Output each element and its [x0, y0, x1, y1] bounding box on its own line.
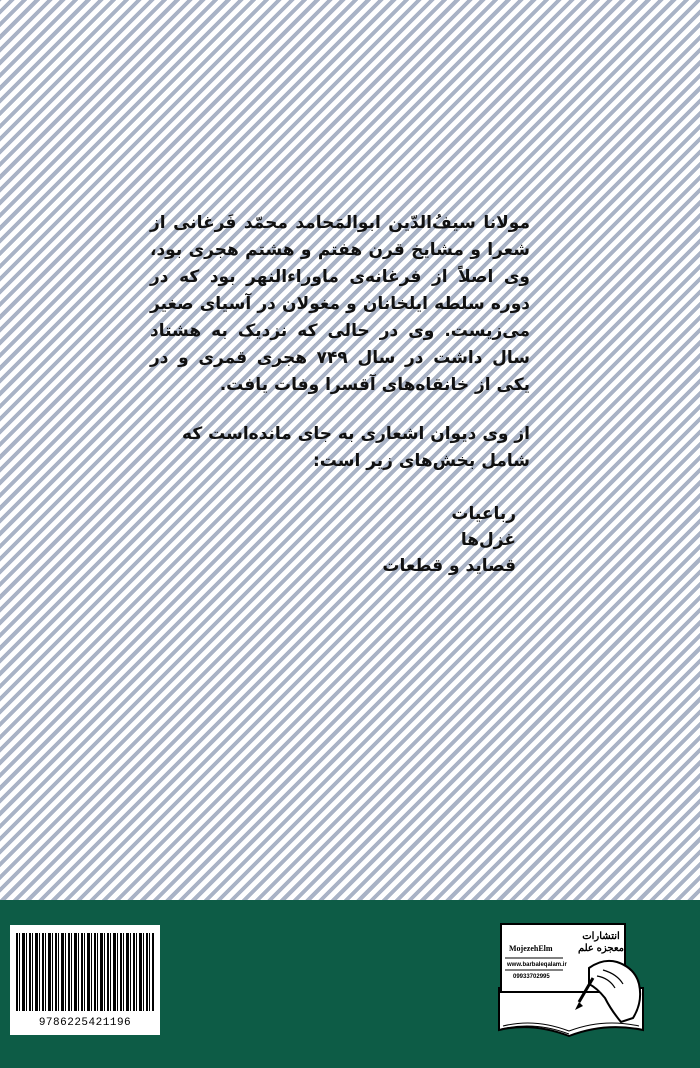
divan-sections-list	[150, 501, 530, 579]
publisher-logo	[493, 918, 648, 1046]
section-item: غزل‌ها	[460, 530, 516, 550]
publisher-label: انتشارات	[582, 931, 620, 942]
publisher-title: معجزه علم	[577, 943, 625, 954]
publisher-website: www.barbaleqalam.ir	[507, 962, 567, 968]
barcode-label	[10, 925, 160, 1035]
publisher-phone: 09933702995	[513, 974, 550, 980]
section-item: رباعیات	[451, 504, 516, 524]
footer-band	[0, 900, 700, 1068]
publisher-name	[571, 931, 631, 955]
back-cover-text	[150, 210, 530, 579]
author-biography: مولانا سیفُ‌الدّین ابوالمَحامد محمّد فَرغانی از شعرا و مشایخ قرن هفتم و هشتم هجری بود، وی اصلاً از فرغانه‌ی ماوراءالنهر بود که در دوره سلطه ایلخانان و مغولان در آسیای صغیر می‌زیست. وی در حالی که نزدیک به هشتاد سال داشت در سال ۷۴۹ هجری قمری و در یکی از خانقاه‌های آقسرا وفات یافت.	[150, 213, 530, 395]
barcode-icon	[16, 933, 154, 1011]
publisher-latin-name: MojezehElm	[509, 944, 553, 953]
divan-intro: از وی دیوان اشعاری به جای مانده‌است که شامل بخش‌های زیر است:	[182, 424, 530, 471]
isbn-number: 9786225421196	[38, 1017, 132, 1029]
section-item: قصاید و قطعات	[382, 556, 516, 576]
